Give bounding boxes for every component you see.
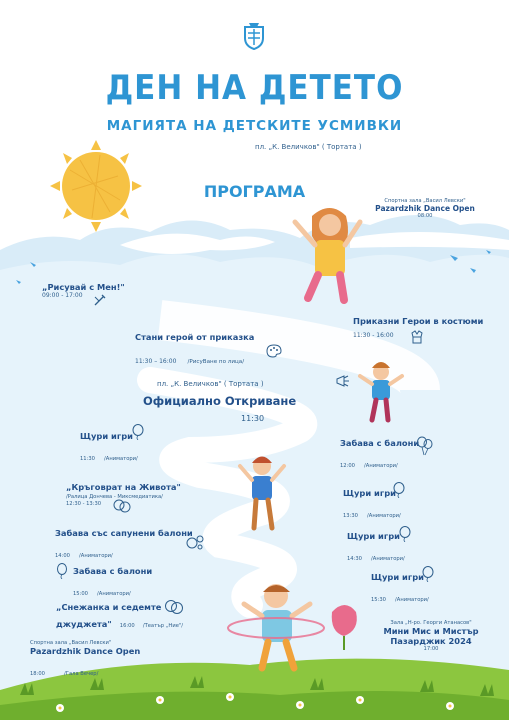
- event-detail: /Театър „Ние"/: [142, 623, 184, 629]
- opening-venue: пл. „К. Величков" ( Тортата ): [157, 380, 264, 388]
- balloon-icon: [421, 566, 435, 582]
- event-time: 13:30: [343, 513, 358, 519]
- event-time: 16:00: [119, 623, 135, 629]
- event-detail: /Аниматори/: [395, 597, 429, 603]
- event-title: Pazardzhik Dance Open: [375, 204, 475, 213]
- event-time: 12:00: [340, 463, 355, 469]
- event-dance-open-bottom: [30, 640, 140, 679]
- theatre-masks-icon: [164, 598, 184, 616]
- event-crazy-games-3: [347, 531, 405, 564]
- event-time: 15:00: [73, 591, 88, 597]
- event-place: Зала „Н-ро. Георги Атанасов": [390, 620, 472, 626]
- event-detail: /Ралица Дончева - Миксмедиатика/: [66, 494, 163, 500]
- header-venue: пл. „К. Величков" ( Тортата ): [255, 143, 362, 151]
- balloon-icon: [398, 526, 412, 542]
- event-place: Спортна зала „Васил Левски": [30, 640, 112, 646]
- event-title: Забава с балони: [73, 566, 153, 576]
- event-detail: /Аниматори/: [371, 556, 405, 562]
- event-title: Приказни Герои в костюми: [353, 316, 484, 326]
- event-mini-miss: [372, 620, 490, 652]
- event-time: 11:30 – 16:00: [135, 358, 177, 365]
- event-title: „Кръговрат на Живота": [66, 482, 181, 492]
- event-title: „Рисувай с Мен!": [42, 282, 125, 292]
- event-title: Щури игри: [347, 531, 400, 541]
- balloon-icon: [56, 563, 68, 579]
- event-title: Забава със сапунени балони: [55, 528, 193, 538]
- event-title: Мини Мис и Мистър: [383, 626, 479, 636]
- event-time: 14:00: [55, 553, 70, 559]
- bubbles-icon: [186, 534, 204, 550]
- event-detail: /Аниматори/: [367, 513, 401, 519]
- event-title-line2: джуджета": [56, 619, 112, 629]
- event-title: Забава с балони: [340, 438, 420, 448]
- event-time: 14:30: [347, 556, 362, 562]
- balloon-icon: [131, 424, 145, 440]
- event-detail: /Гала Вечер/: [64, 671, 99, 677]
- program-heading: ПРОГРАМА: [203, 182, 306, 201]
- event-time: 12:30 - 13:30: [66, 501, 102, 507]
- event-title: Стани герой от приказка: [135, 332, 255, 342]
- event-title: Щури игри: [343, 488, 396, 498]
- megaphone-icon: [335, 374, 351, 388]
- event-balloons-fun-1: [340, 438, 419, 471]
- balloon-icon: [392, 482, 406, 498]
- page-subtitle: МАГИЯТА НА ДЕТСКИТЕ УСМИВКИ: [106, 118, 403, 134]
- event-detail: /Аниматори/: [364, 463, 398, 469]
- event-title: Щури игри: [80, 431, 133, 441]
- event-title: Pazardzhik Dance Open: [30, 646, 141, 656]
- event-crazy-games-1: [80, 431, 138, 464]
- opening-time: 11:30: [241, 414, 265, 423]
- event-title: Щури игри: [371, 572, 424, 582]
- opening-title: Официално Откриване: [143, 394, 297, 408]
- event-balloons-fun-2: [73, 566, 152, 599]
- palette-icon: [266, 344, 282, 358]
- event-time: 15:30: [371, 597, 386, 603]
- event-soap-bubbles: [55, 528, 193, 561]
- event-detail: /Аниматори/: [104, 456, 138, 462]
- event-time: 11:30 - 16:00: [353, 332, 394, 339]
- event-detail: /Аниматори/: [79, 553, 113, 559]
- event-detail: /РисуВане по лица/: [187, 359, 245, 365]
- coat-of-arms-icon: [243, 23, 265, 50]
- costume-icon: [409, 330, 425, 344]
- event-title-line2: Пазарджик 2024: [390, 636, 472, 646]
- page-title: ДЕН НА ДЕТЕТО: [105, 68, 404, 108]
- event-time: 11:30: [80, 456, 95, 462]
- event-time: 18:00: [30, 671, 45, 677]
- event-time: 17:00: [423, 646, 439, 652]
- event-draw: [42, 282, 125, 299]
- event-time: 09:00 - 17:00: [42, 292, 83, 299]
- event-detail: /Аниматори/: [97, 591, 131, 597]
- event-title: „Снежанка и седемте: [56, 602, 162, 612]
- event-fairy-hero: [135, 332, 254, 367]
- theatre-masks-icon: [113, 498, 131, 514]
- event-dance-open-top: [370, 198, 480, 219]
- event-time: 08:00: [417, 213, 433, 219]
- brush-icon: [93, 293, 107, 307]
- balloons-icon: [416, 436, 434, 456]
- event-place: Спортна зала „Васил Левски": [384, 198, 466, 204]
